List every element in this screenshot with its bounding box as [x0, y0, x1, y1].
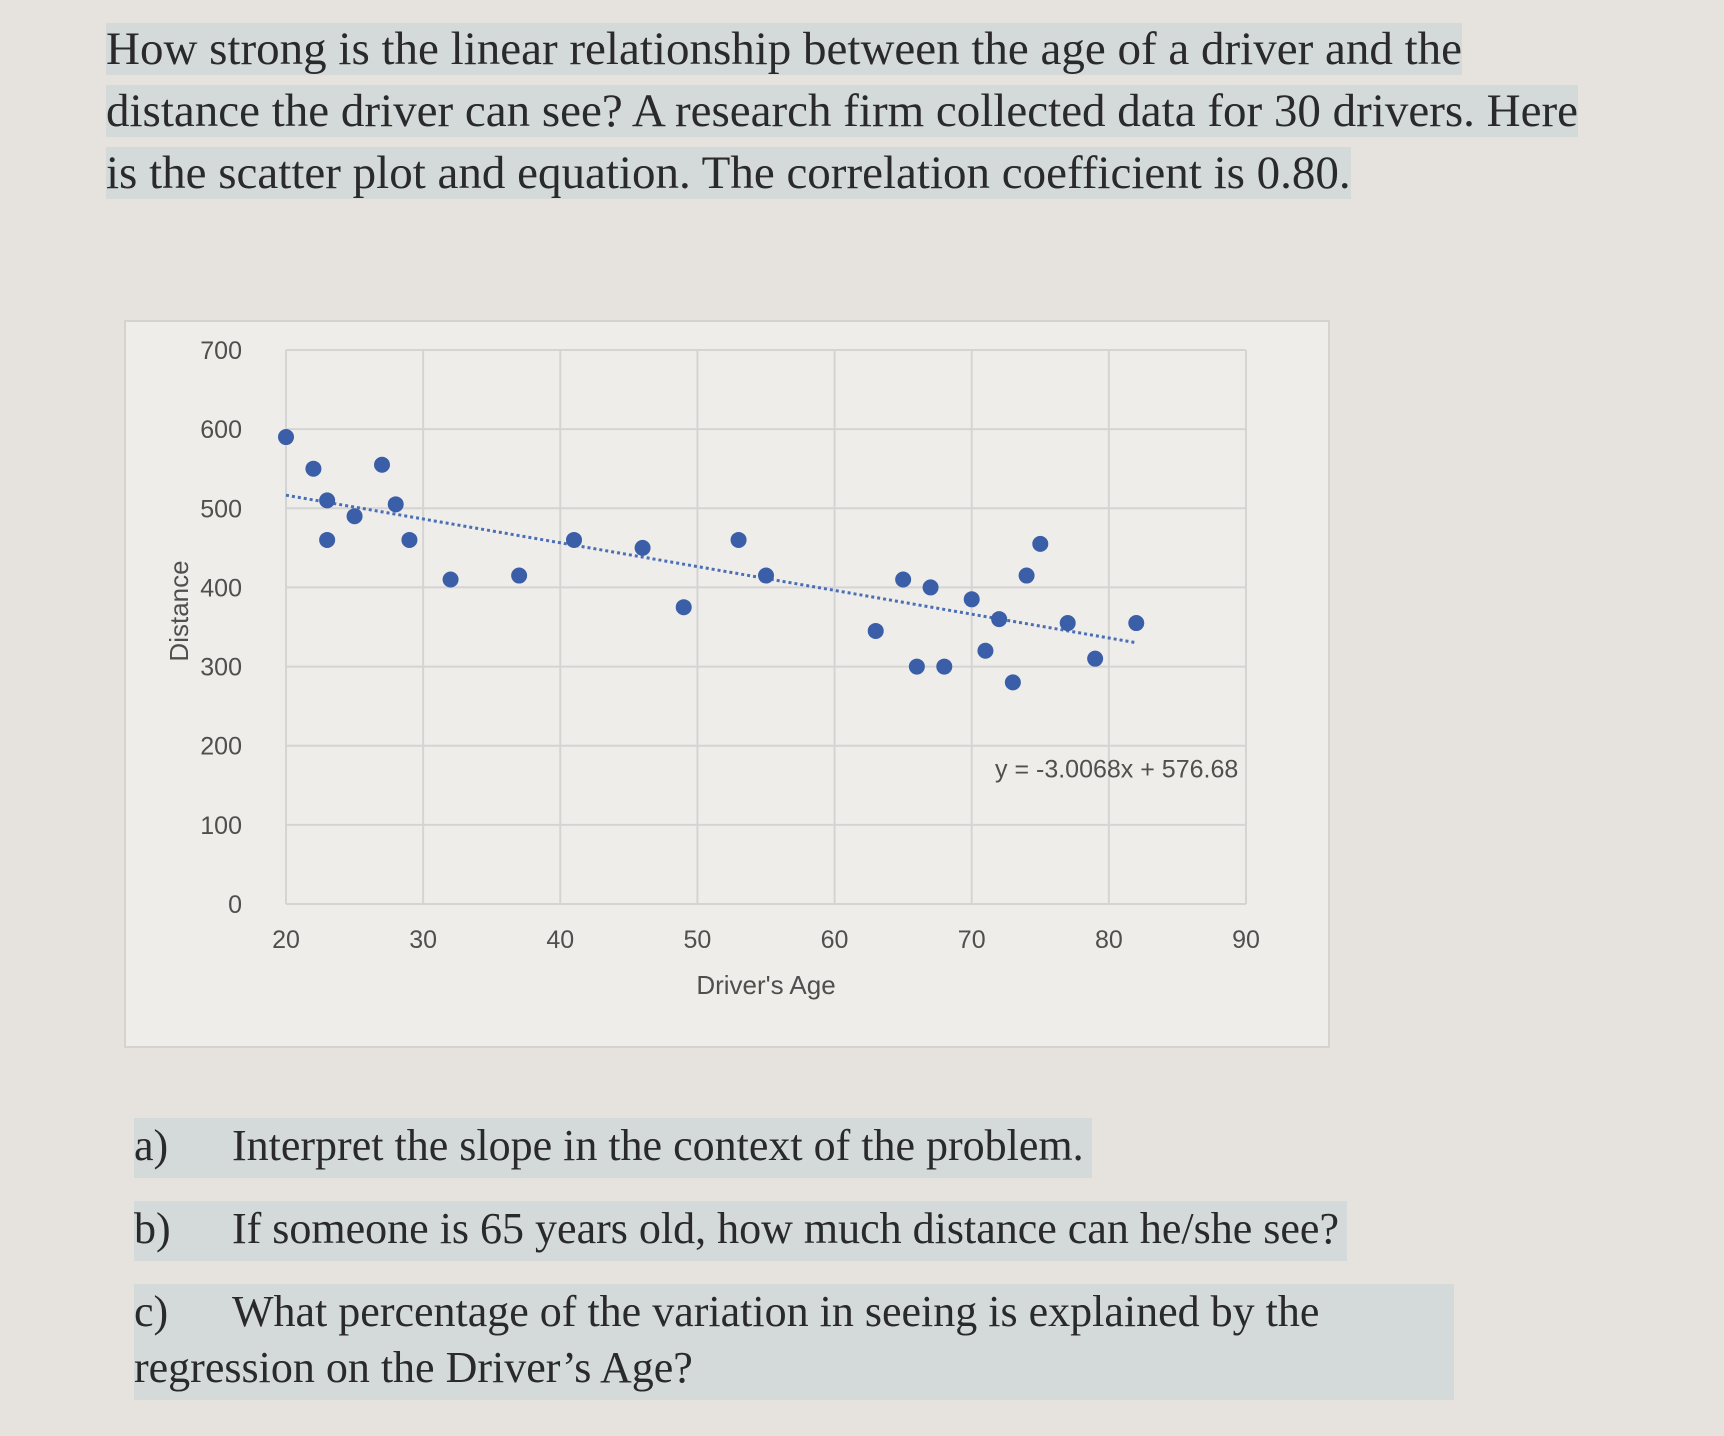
- data-point: [566, 532, 582, 548]
- data-point: [511, 568, 527, 584]
- data-point: [936, 659, 952, 675]
- question-b-text: If someone is 65 years old, how much distance can he/she see?: [232, 1204, 1339, 1253]
- scatter-plot-canvas: [126, 322, 1332, 1050]
- data-point: [401, 532, 417, 548]
- x-tick-label: 90: [1232, 926, 1260, 954]
- data-point: [278, 429, 294, 445]
- x-tick-label: 20: [272, 926, 300, 954]
- x-tick-label: 50: [683, 926, 712, 954]
- data-point: [1032, 536, 1048, 552]
- y-tick-label: 400: [200, 574, 242, 603]
- question-c-text: What percentage of the variation in seeing is explained by the regression on the Driver’s Age?: [134, 1287, 1320, 1392]
- x-tick-label: 60: [820, 926, 849, 954]
- data-point: [991, 611, 1007, 627]
- data-point: [1128, 615, 1144, 631]
- y-tick-label: 500: [200, 495, 242, 524]
- y-tick-label: 0: [228, 891, 242, 919]
- problem-statement: How strong is the linear relationship between the age of a driver and the distance the driver can see? A research firm collected data for 30 drivers. Here is the scatter plot and equation. The correlation coefficient is 0.80.: [106, 23, 1578, 199]
- data-point: [305, 461, 321, 477]
- data-point: [909, 659, 925, 675]
- x-tick-label: 80: [1094, 926, 1123, 954]
- question-c-letter: c): [134, 1287, 169, 1336]
- data-point: [676, 599, 692, 615]
- data-point: [443, 572, 459, 588]
- question-a: [134, 1118, 1092, 1178]
- data-point: [1019, 568, 1035, 584]
- x-tick-label: 30: [409, 926, 438, 954]
- data-point: [868, 623, 884, 639]
- question-c: [134, 1284, 1454, 1400]
- data-point: [319, 532, 335, 548]
- y-tick-label: 700: [200, 337, 242, 365]
- y-tick-label: 200: [200, 732, 242, 761]
- trendline: [286, 495, 1136, 643]
- data-point: [895, 572, 911, 588]
- question-a-text: Interpret the slope in the context of the problem.: [232, 1121, 1084, 1170]
- y-tick-label: 100: [200, 811, 242, 840]
- question-b-letter: b): [134, 1204, 171, 1253]
- scatter-chart: [124, 320, 1330, 1048]
- data-point: [374, 457, 390, 473]
- question-a-letter: a): [134, 1121, 169, 1170]
- y-axis-title: Distance: [164, 560, 194, 662]
- data-point: [1087, 651, 1103, 667]
- data-point: [758, 568, 774, 584]
- y-tick-label: 300: [200, 653, 242, 682]
- data-point: [1060, 615, 1076, 631]
- data-point: [731, 532, 747, 548]
- trendline-equation: y = -3.0068x + 576.68: [995, 755, 1239, 784]
- data-point: [347, 508, 363, 524]
- data-point: [964, 591, 980, 607]
- data-point: [923, 579, 939, 595]
- data-point: [977, 643, 993, 659]
- data-point: [1005, 674, 1021, 690]
- question-b: [134, 1201, 1347, 1261]
- data-point: [388, 496, 404, 512]
- y-tick-label: 600: [200, 416, 242, 445]
- x-tick-label: 70: [957, 926, 986, 954]
- data-point: [635, 540, 651, 556]
- x-tick-label: 40: [546, 926, 575, 954]
- data-point: [319, 492, 335, 508]
- x-axis-title: Driver's Age: [696, 970, 836, 1000]
